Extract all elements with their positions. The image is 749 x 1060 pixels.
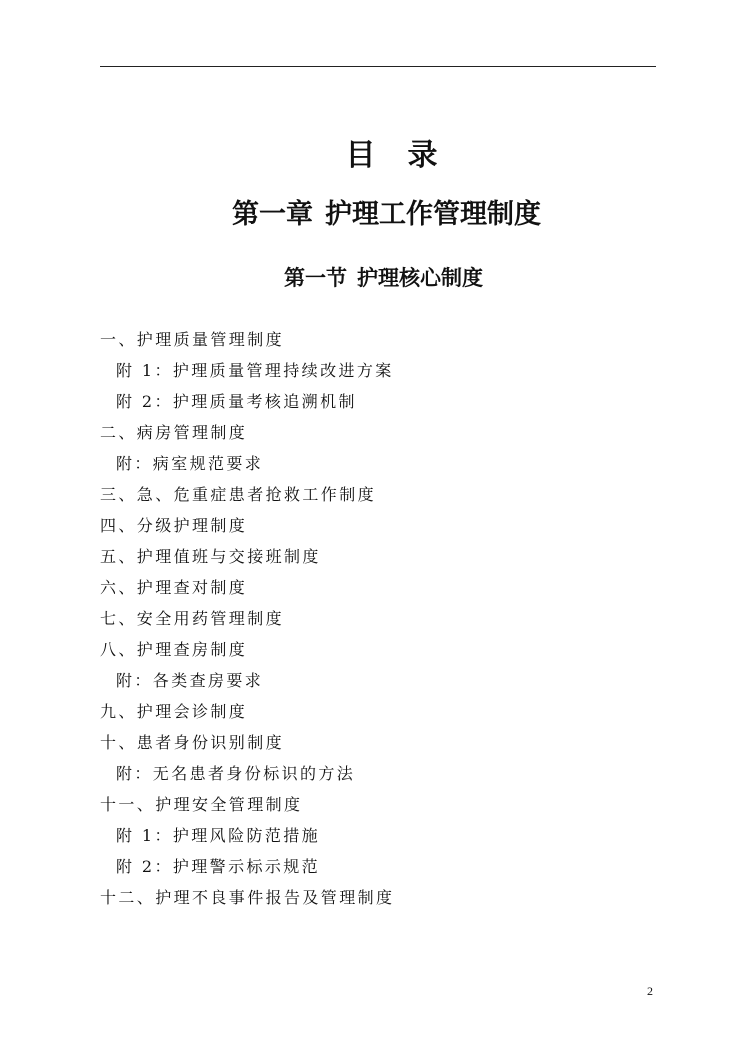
toc-sub-entry[interactable]: 附 1：护理质量管理持续改进方案 — [116, 361, 394, 380]
toc-title — [0, 130, 749, 173]
toc-entry[interactable]: 十、患者身份识别制度 — [100, 733, 285, 752]
toc-sub-entry[interactable]: 附：各类查房要求 — [116, 671, 264, 690]
toc-entry[interactable]: 五、护理值班与交接班制度 — [100, 547, 321, 566]
toc-entry[interactable]: 四、分级护理制度 — [100, 516, 248, 535]
toc-entry[interactable]: 三、急、危重症患者抢救工作制度 — [100, 485, 377, 504]
toc-entry[interactable]: 九、护理会诊制度 — [100, 702, 248, 721]
toc-sub-entry[interactable]: 附：病室规范要求 — [116, 454, 264, 473]
toc-entry[interactable]: 二、病房管理制度 — [100, 423, 248, 442]
section-heading — [0, 262, 749, 292]
toc-list — [100, 324, 660, 913]
toc-entry[interactable]: 十一、护理安全管理制度 — [100, 795, 303, 814]
toc-sub-entry[interactable]: 附 2：护理质量考核追溯机制 — [116, 392, 357, 411]
chapter-title: 护理工作管理制度 — [325, 199, 541, 230]
toc-sub-entry[interactable]: 附：无名患者身份标识的方法 — [116, 764, 356, 783]
chapter-heading — [0, 192, 749, 231]
toc-entry[interactable]: 八、护理查房制度 — [100, 640, 248, 659]
toc-entry[interactable]: 六、护理查对制度 — [100, 578, 248, 597]
toc-entry[interactable]: 七、安全用药管理制度 — [100, 609, 285, 628]
page-number: 2 — [647, 984, 653, 998]
toc-title-part1: 目 — [345, 138, 378, 173]
chapter-number: 第一章 — [232, 199, 313, 230]
toc-entry[interactable]: 十二、护理不良事件报告及管理制度 — [100, 888, 395, 907]
section-number: 第一节 — [284, 266, 347, 290]
toc-entry[interactable]: 一、护理质量管理制度 — [100, 330, 285, 349]
section-title: 护理核心制度 — [357, 266, 483, 290]
toc-sub-entry[interactable]: 附 2：护理警示标示规范 — [116, 857, 321, 876]
header-rule — [100, 66, 656, 67]
toc-sub-entry[interactable]: 附 1：护理风险防范措施 — [116, 826, 321, 845]
toc-title-part2: 录 — [407, 138, 440, 173]
